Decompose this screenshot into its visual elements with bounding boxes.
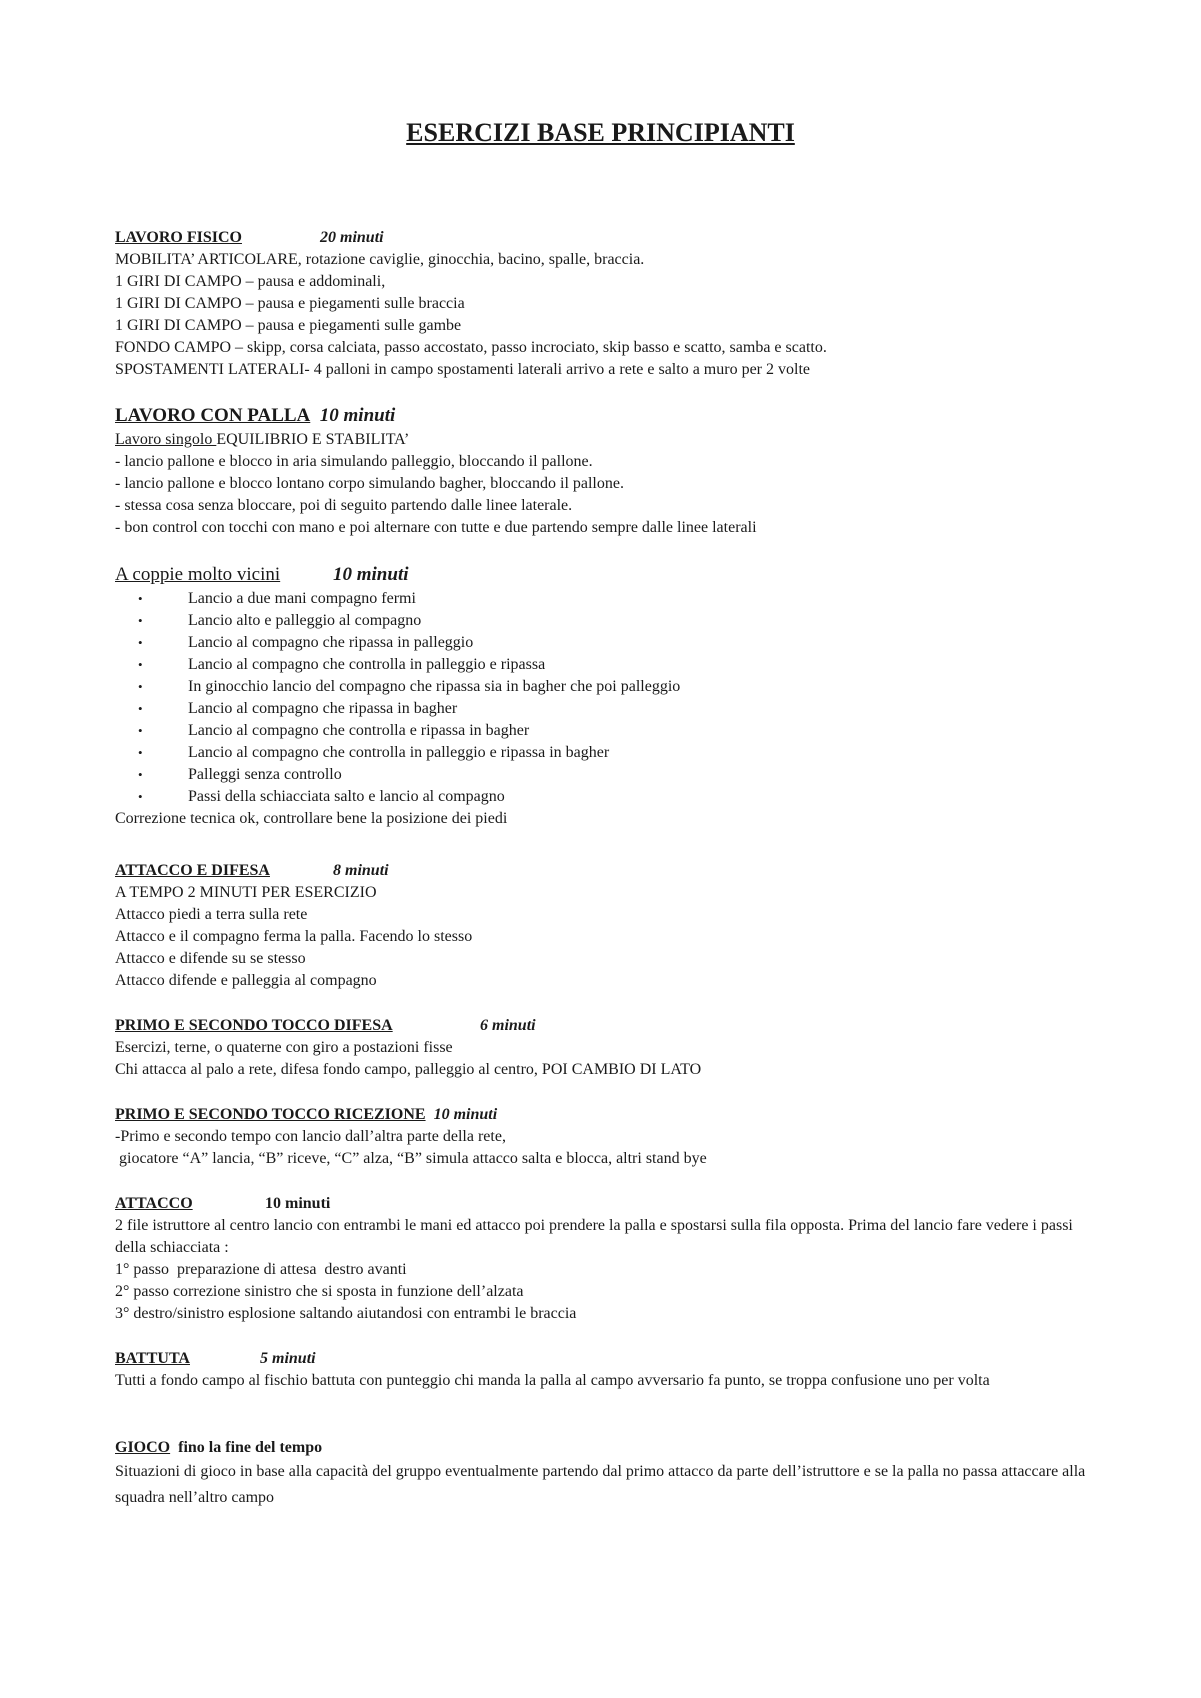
section-primo-secondo-tocco-difesa <box>115 1015 1095 1081</box>
section-attacco-e-difesa <box>115 860 1095 992</box>
section-duration: 6 minuti <box>480 1017 536 1034</box>
bullet-icon: • <box>138 767 143 782</box>
text-line: 1 GIRI DI CAMPO – pausa e piegamenti sulle gambe <box>115 317 462 334</box>
text-line: - stessa cosa senza bloccare, poi di seguito partendo dalle linee laterale. <box>115 497 573 514</box>
text-line: 1 GIRI DI CAMPO – pausa e piegamenti sulle braccia <box>115 295 465 312</box>
section-header <box>115 562 1095 588</box>
section-header <box>115 1015 1095 1037</box>
bullet-icon: • <box>138 723 143 738</box>
section-header <box>115 1348 1095 1370</box>
section-duration: 8 minuti <box>333 862 389 879</box>
section-header <box>115 1193 1095 1215</box>
text-line: - lancio pallone e blocco in aria simulando palleggio, bloccando il pallone. <box>115 453 593 470</box>
section-duration: 10 minuti <box>319 405 396 426</box>
section-battuta <box>115 1348 1095 1392</box>
section-lavoro-con-palla <box>115 403 1095 539</box>
section-header <box>115 403 1095 429</box>
subheading-rest: EQUILIBRIO E STABILITA’ <box>216 431 410 448</box>
text-line: 1 GIRI DI CAMPO – pausa e addominali, <box>115 273 386 290</box>
list-item: • Lancio alto e palleggio al compagno <box>115 610 1095 632</box>
list-item: • Lancio a due mani compagno fermi <box>115 588 1095 610</box>
section-duration: 10 minuti <box>333 564 409 585</box>
section-duration: 10 minuti <box>265 1195 331 1212</box>
bullet-icon: • <box>138 679 143 694</box>
text-line: Attacco e difende su se stesso <box>115 950 306 967</box>
section-heading: PRIMO E SECONDO TOCCO DIFESA <box>115 1017 393 1034</box>
section-header <box>115 227 1095 249</box>
section-paragraph: Situazioni di gioco in base alla capacità del gruppo eventualmente partendo dal primo attacco da parte dell’istruttore e se la palla no passa attaccare alla squadra nell’altro campo <box>115 1463 1086 1506</box>
list-item: • Lancio al compagno che ripassa in palleggio <box>115 632 1095 654</box>
section-paragraph: Tutti a fondo campo al fischio battuta con punteggio chi manda la palla al campo avversario fa punto, se troppa confusione uno per volta <box>115 1372 990 1389</box>
bullet-list <box>115 588 1095 808</box>
bullet-icon: • <box>138 789 143 804</box>
bullet-icon: • <box>138 635 143 650</box>
text-line: 2° passo correzione sinistro che si sposta in funzione dell’alzata <box>115 1283 524 1300</box>
text-line: -Primo e secondo tempo con lancio dall’altra parte della rete, <box>115 1128 506 1145</box>
text-line: Esercizi, terne, o quaterne con giro a postazioni fisse <box>115 1039 453 1056</box>
text-line: giocatore “A” lancia, “B” riceve, “C” alza, “B” simula attacco salta e blocca, altri stand bye <box>115 1150 707 1167</box>
section-gioco <box>115 1437 1095 1511</box>
text-line: - lancio pallone e blocco lontano corpo simulando bagher, bloccando il pallone. <box>115 475 624 492</box>
text-line: MOBILITA’ ARTICOLARE, rotazione caviglie, ginocchia, bacino, spalle, braccia. <box>115 251 645 268</box>
subheading-underlined: Lavoro singolo <box>115 431 217 448</box>
section-lavoro-fisico <box>115 227 1095 381</box>
section-heading: BATTUTA <box>115 1350 190 1367</box>
section-duration: 5 minuti <box>260 1350 316 1367</box>
text-line: 1° passo preparazione di attesa destro avanti <box>115 1261 407 1278</box>
section-heading: ATTACCO <box>115 1195 193 1212</box>
text-line: A TEMPO 2 MINUTI PER ESERCIZIO <box>115 884 377 901</box>
section-attacco <box>115 1193 1095 1325</box>
text-line: Attacco e il compagno ferma la palla. Facendo lo stesso <box>115 928 473 945</box>
text-line: Attacco difende e palleggia al compagno <box>115 972 377 989</box>
list-item: • Palleggi senza controllo <box>115 764 1095 786</box>
section-heading: GIOCO <box>115 1439 171 1456</box>
list-item: • Lancio al compagno che ripassa in bagher <box>115 698 1095 720</box>
bullet-icon: • <box>138 701 143 716</box>
section-heading: PRIMO E SECONDO TOCCO RICEZIONE <box>115 1106 426 1123</box>
section-header <box>115 860 1095 882</box>
list-item: • Lancio al compagno che controlla in palleggio e ripassa in bagher <box>115 742 1095 764</box>
section-duration: 10 minuti <box>433 1106 498 1123</box>
section-primo-secondo-tocco-ricezione <box>115 1104 1095 1170</box>
section-a-coppie <box>115 562 1095 830</box>
bullet-icon: • <box>138 745 143 760</box>
bullet-icon: • <box>138 657 143 672</box>
section-header <box>115 1437 1095 1459</box>
text-line: Chi attacca al palo a rete, difesa fondo campo, palleggio al centro, POI CAMBIO DI LATO <box>115 1061 702 1078</box>
section-paragraph: 2 file istruttore al centro lancio con entrambi le mani ed attacco poi prendere la palla e spostarsi sulla fila opposta. Prima del lancio fare vedere i passi della schiacciata : <box>115 1217 1073 1256</box>
text-line: - bon control con tocchi con mano e poi alternare con tutte e due partendo sempre dalle linee laterali <box>115 519 757 536</box>
list-item: • Lancio al compagno che controlla in palleggio e ripassa <box>115 654 1095 676</box>
bullet-icon: • <box>138 613 143 628</box>
page-title: ESERCIZI BASE PRINCIPIANTI <box>406 118 795 147</box>
section-duration: 20 minuti <box>320 229 384 246</box>
list-item: • In ginocchio lancio del compagno che ripassa sia in bagher che poi palleggio <box>115 676 1095 698</box>
section-heading: LAVORO CON PALLA <box>115 405 311 426</box>
subheading <box>115 429 1095 451</box>
list-item: • Passi della schiacciata salto e lancio al compagno <box>115 786 1095 808</box>
section-header <box>115 1104 1095 1126</box>
section-duration: fino la fine del tempo <box>178 1439 323 1456</box>
text-line: Attacco piedi a terra sulla rete <box>115 906 308 923</box>
bullet-icon: • <box>138 591 143 606</box>
text-line: SPOSTAMENTI LATERALI- 4 palloni in campo spostamenti laterali arrivo a rete e salto a muro per 2 volte <box>115 361 810 378</box>
list-item: • Lancio al compagno che controlla e ripassa in bagher <box>115 720 1095 742</box>
text-line: FONDO CAMPO – skipp, corsa calciata, passo accostato, passo incrociato, skip basso e scatto, samba e scatto. <box>115 339 827 356</box>
section-footer-note: Correzione tecnica ok, controllare bene la posizione dei piedi <box>115 810 508 827</box>
section-heading: A coppie molto vicini <box>115 564 281 585</box>
section-heading: LAVORO FISICO <box>115 229 242 246</box>
text-line: 3° destro/sinistro esplosione saltando aiutandosi con entrambi le braccia <box>115 1305 577 1322</box>
section-heading: ATTACCO E DIFESA <box>115 862 270 879</box>
